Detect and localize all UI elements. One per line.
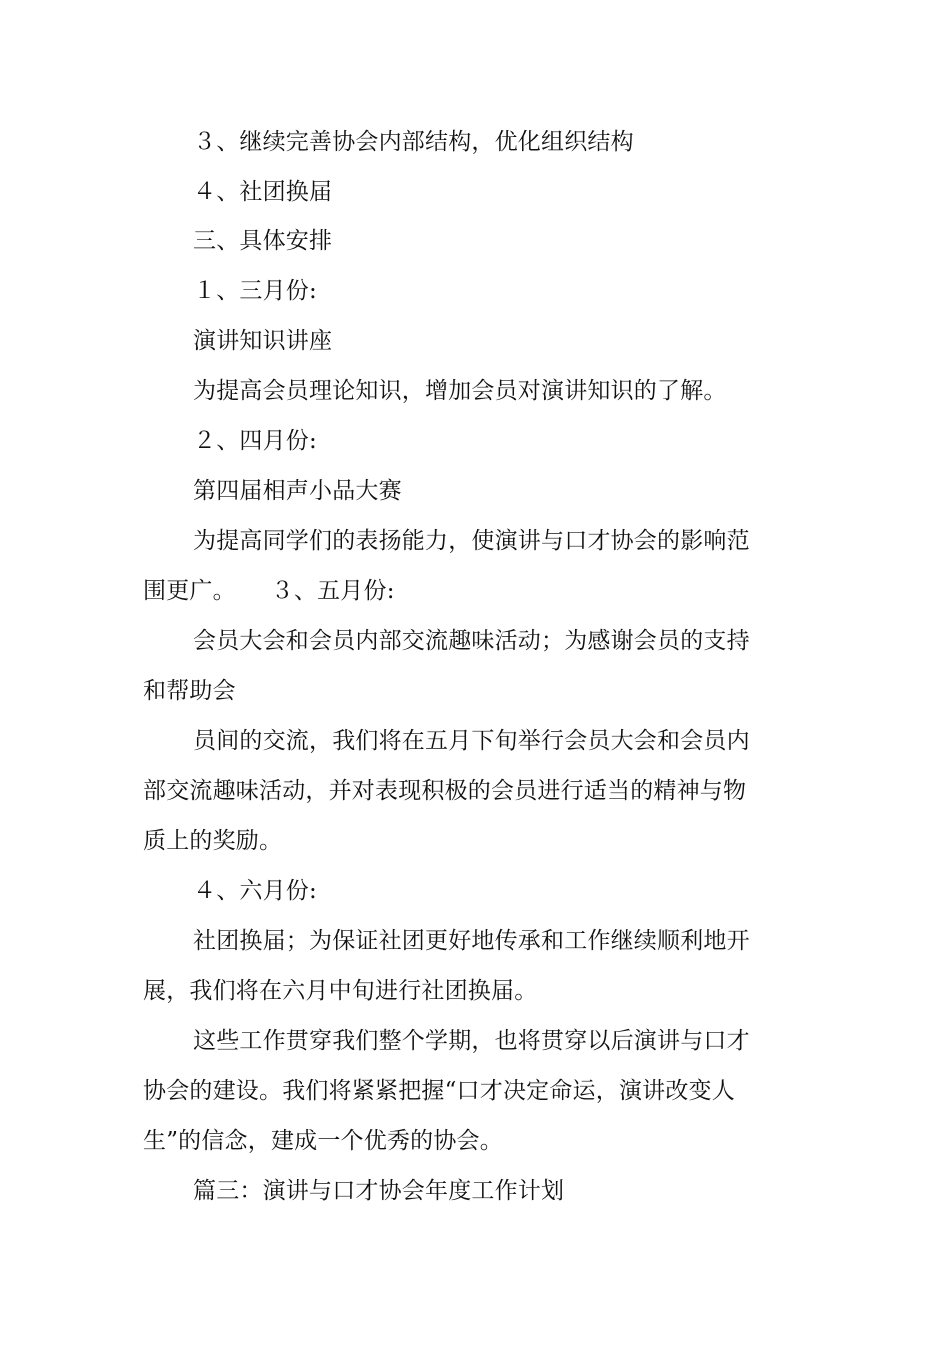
paragraph-summary-line2: 协会的建设。我们将紧紧把握“口才决定命运，演讲改变人 (143, 1078, 735, 1104)
paragraph-may-detail-line3: 质上的奖励。 (143, 828, 283, 854)
paragraph-june-line1: 社团换届；为保证社团更好地传承和工作继续顺利地开 (193, 928, 750, 954)
paragraph-april-purpose-line1: 为提高同学们的表扬能力，使演讲与口才协会的影响范 (193, 528, 750, 554)
event-title-speech-lecture: 演讲知识讲座 (193, 328, 333, 354)
paragraph-may-detail-line2: 部交流趣味活动，并对表现积极的会员进行适当的精神与物 (143, 778, 747, 804)
month-heading-april: ２、四月份: (193, 428, 317, 454)
paragraph-may-line2: 和帮助会 (143, 678, 236, 704)
article-heading-part3: 篇三：演讲与口才协会年度工作计划 (193, 1178, 565, 1204)
month-heading-march: １、三月份: (193, 278, 317, 304)
event-title-crosstalk-contest: 第四届相声小品大赛 (193, 478, 402, 504)
paragraph-april-purpose-line2: 围更广。 ３、五月份: (143, 578, 395, 604)
paragraph-june-line2: 展，我们将在六月中旬进行社团换届。 (143, 978, 538, 1004)
section-heading-specific-arrangements: 三、具体安排 (193, 228, 333, 254)
paragraph-summary-line1: 这些工作贯穿我们整个学期，也将贯穿以后演讲与口才 (193, 1028, 750, 1054)
list-item-4-club-transition: ４、社团换届 (193, 179, 333, 205)
list-item-3-improve-structure: ３、继续完善协会内部结构，优化组织结构 (193, 129, 634, 155)
month-heading-june: ４、六月份: (193, 878, 317, 904)
paragraph-summary-line3: 生”的信念，建成一个优秀的协会。 (143, 1128, 503, 1154)
paragraph-march-purpose: 为提高会员理论知识，增加会员对演讲知识的了解。 (193, 378, 727, 404)
paragraph-may-detail-line1: 员间的交流，我们将在五月下旬举行会员大会和会员内 (193, 728, 750, 754)
paragraph-may-line1: 会员大会和会员内部交流趣味活动；为感谢会员的支持 (193, 628, 750, 654)
